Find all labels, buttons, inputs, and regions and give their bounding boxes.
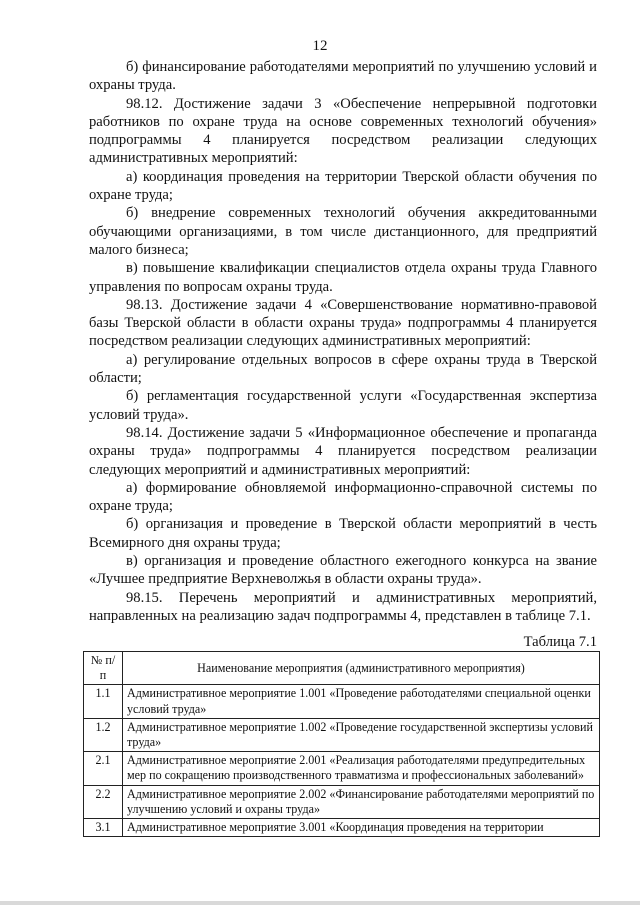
paragraph: в) повышение квалификации специалистов отдела охраны труда Главного управления по вопросам охраны труда. <box>89 260 597 295</box>
paragraph: 98.15. Перечень мероприятий и административных мероприятий, направленных на реализацию задач подпрограммы 4, представлен в таблице 7.1. <box>89 589 597 624</box>
row-name: Административное мероприятие 3.001 «Координация проведения на территории <box>123 819 600 837</box>
paragraph: 98.13. Достижение задачи 4 «Совершенствование нормативно-правовой базы Тверской области в области охраны труда» подпрограммы 4 планируется посредством реализации следующих административных мероприятий: <box>89 296 597 350</box>
measures-table <box>83 651 600 837</box>
table-row <box>84 685 600 718</box>
paragraph: б) организация и проведение в Тверской области мероприятий в честь Всемирного дня охраны труда; <box>89 516 597 551</box>
row-number: 2.2 <box>84 785 123 818</box>
table-row <box>84 785 600 818</box>
row-name: Административное мероприятие 1.002 «Проведение государственной экспертизы условий труда» <box>123 718 600 751</box>
table-row <box>84 819 600 837</box>
row-number: 3.1 <box>84 819 123 837</box>
paragraph: б) финансирование работодателями мероприятий по улучшению условий и охраны труда. <box>89 59 597 94</box>
header-name: Наименование мероприятия (административного мероприятия) <box>123 652 600 685</box>
row-number: 1.1 <box>84 685 123 718</box>
document-body <box>89 58 597 625</box>
scan-edge <box>0 901 640 905</box>
table-caption: Таблица 7.1 <box>523 634 597 650</box>
paragraph: б) внедрение современных технологий обучения аккредитованными обучающими организациями, в том числе дистанционного, для предприятий малого бизнеса; <box>89 205 597 258</box>
table-row <box>84 718 600 751</box>
page-number: 12 <box>312 38 328 54</box>
paragraph: а) координация проведения на территории Тверской области обучения по охране труда; <box>89 168 597 204</box>
row-number: 1.2 <box>84 718 123 751</box>
paragraph: б) регламентация государственной услуги «Государственная экспертиза условий труда». <box>89 388 597 423</box>
table-row <box>84 752 600 785</box>
header-number: № п/п <box>84 652 123 685</box>
row-name: Административное мероприятие 2.001 «Реализация работодателями предупредительных мер по сокращению производственного травматизма и профессиональных заболеваний» <box>123 752 600 785</box>
paragraph: в) организация и проведение областного ежегодного конкурса на звание «Лучшее предприятие Верхневолжья в области охраны труда». <box>89 553 597 588</box>
paragraph: 98.12. Достижение задачи 3 «Обеспечение непрерывной подготовки работников по охране труда на основе современных технологий обучения» подпрограммы 4 планируется посредством реализации следующих административных мероприятий: <box>89 95 597 167</box>
paragraph: а) регулирование отдельных вопросов в сфере охраны труда в Тверской области; <box>89 351 597 387</box>
row-name: Административное мероприятие 2.002 «Финансирование работодателями мероприятий по улучшению условий и охраны труда» <box>123 785 600 818</box>
row-number: 2.1 <box>84 752 123 785</box>
row-name: Административное мероприятие 1.001 «Проведение работодателями специальной оценки условий труда» <box>123 685 600 718</box>
table-header-row <box>84 652 600 685</box>
paragraph: а) формирование обновляемой информационно-справочной системы по охране труда; <box>89 479 597 515</box>
paragraph: 98.14. Достижение задачи 5 «Информационное обеспечение и пропаганда охраны труда» подпрограммы 4 планируется посредством реализации следующих мероприятий и административных мероприятий: <box>89 424 597 478</box>
